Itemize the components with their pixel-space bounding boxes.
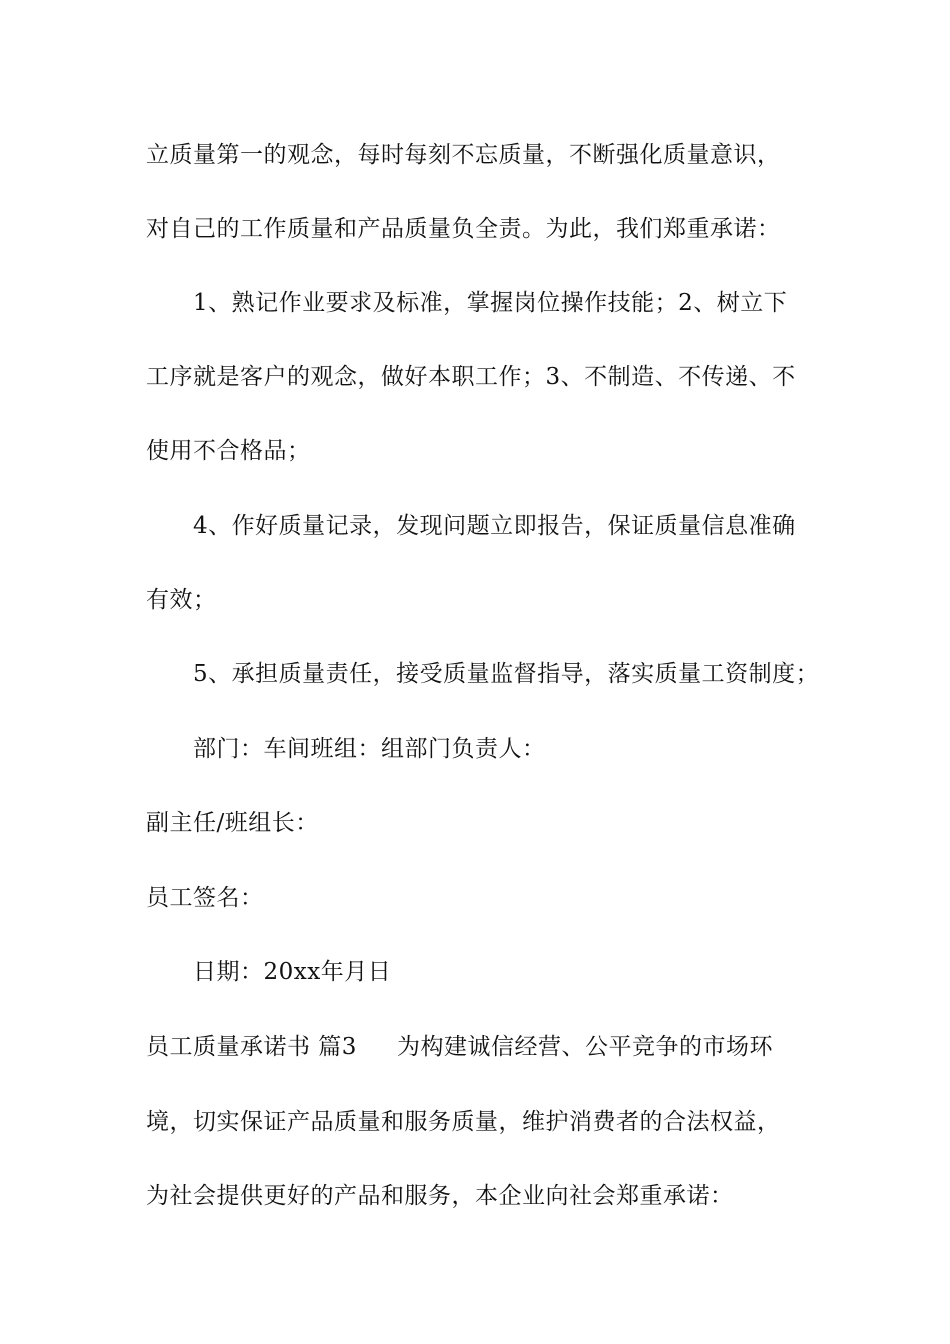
paragraph-line: 为社会提供更好的产品和服务，本企业向社会郑重承诺：: [146, 1183, 734, 1209]
paragraph-line: 工序就是客户的观念，做好本职工作；3、不制造、不传递、不: [146, 364, 796, 390]
paragraph-line: 境，切实保证产品质量和服务质量，维护消费者的合法权益，: [146, 1109, 781, 1135]
paragraph-line: 立质量第一的观念，每时每刻不忘质量，不断强化质量意识，: [146, 142, 781, 168]
paragraph-line: 有效；: [146, 587, 217, 613]
employee-signature-field: 员工签名：: [146, 885, 264, 911]
commitment-item-5: 5、承担质量责任，接受质量监督指导，落实质量工资制度；: [193, 661, 820, 687]
department-field: 部门：车间班组：组部门负责人：: [193, 736, 546, 762]
date-field: 日期：20xx年月日: [193, 959, 392, 985]
section-heading-line: [146, 1032, 826, 1062]
commitment-item-4: 4、作好质量记录，发现问题立即报告，保证质量信息准确: [193, 513, 796, 539]
section-first-line: 为构建诚信经营、公平竞争的市场环: [396, 1034, 773, 1060]
section-title: 员工质量承诺书 篇3: [146, 1034, 357, 1060]
paragraph-line: 对自己的工作质量和产品质量负全责。为此，我们郑重承诺：: [146, 216, 781, 242]
supervisor-field: 副主任/班组长：: [146, 810, 319, 836]
commitment-item-1: 1、熟记作业要求及标准，掌握岗位操作技能；2、树立下: [193, 290, 788, 316]
paragraph-line: 使用不合格品；: [146, 438, 311, 464]
